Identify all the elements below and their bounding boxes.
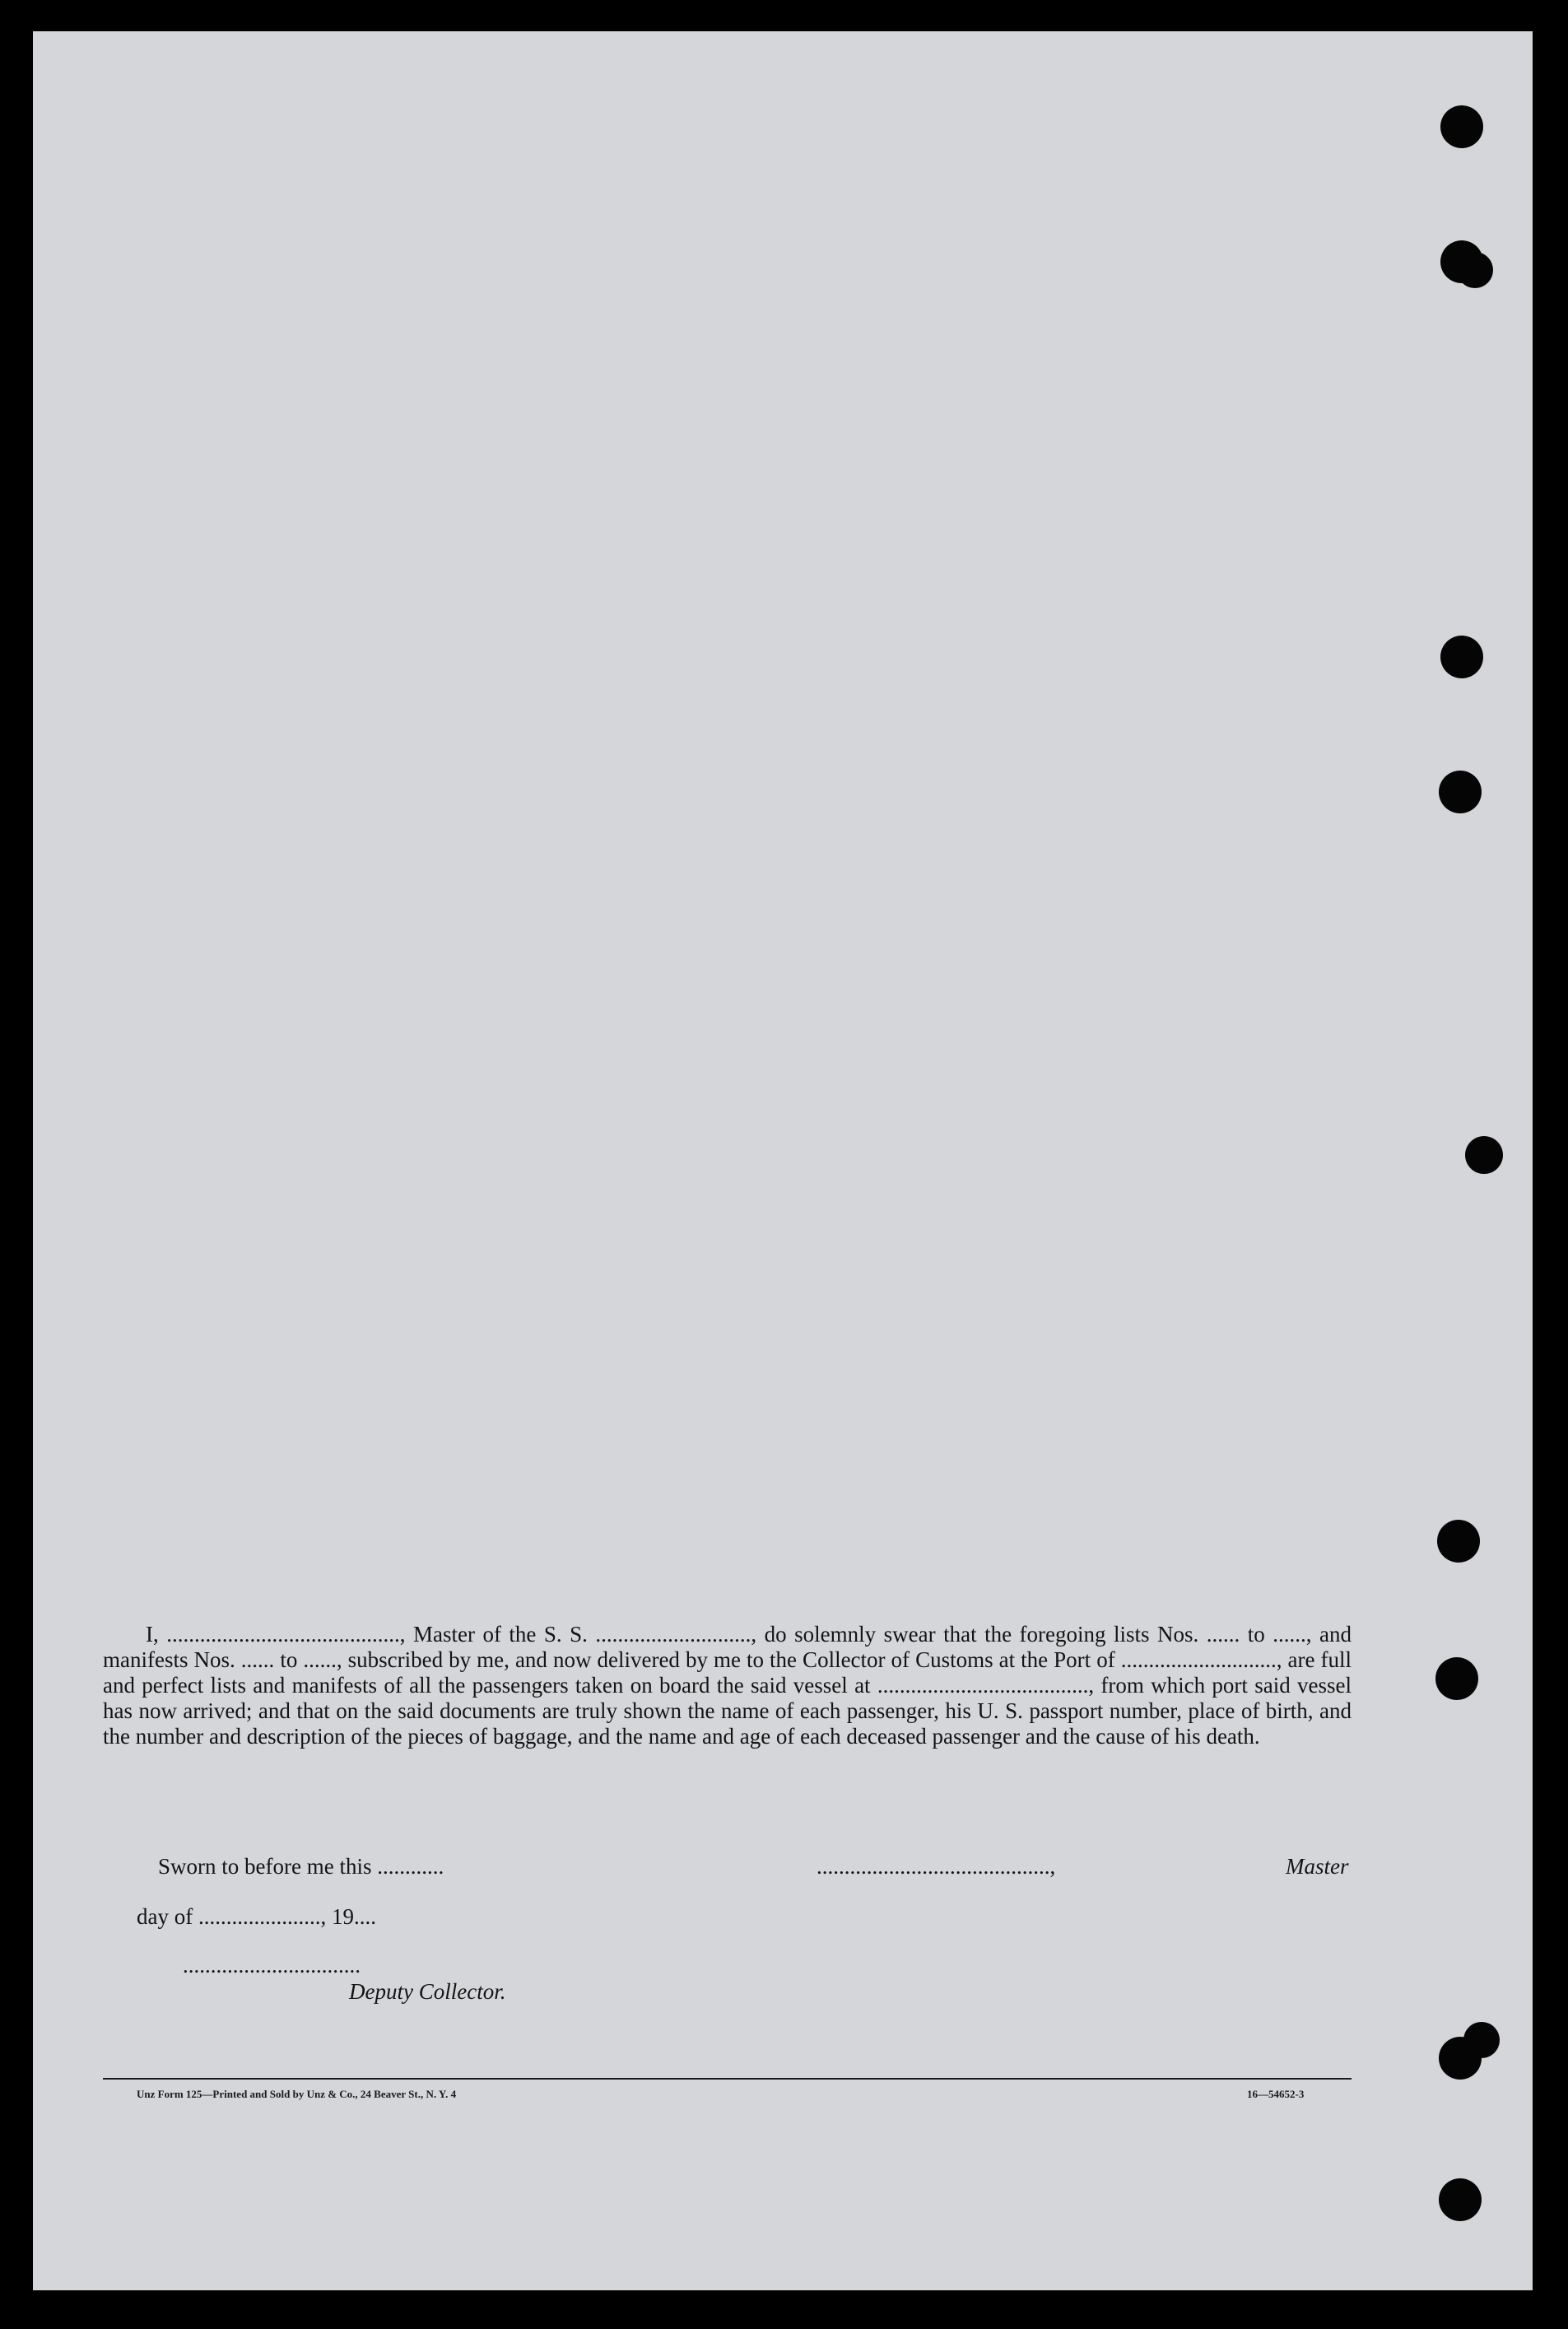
- paper-sheet: [33, 31, 1533, 2290]
- master-signature-line: ..........................................,: [817, 1854, 1056, 1879]
- footer-imprint: Unz Form 125—Printed and Sold by Unz & Co., 24 Beaver St., N. Y. 4: [137, 2088, 457, 2100]
- collector-signature-line: ................................: [183, 1953, 361, 1977]
- binder-hole: [1463, 2022, 1500, 2058]
- footer-form-number: 16—54652-3: [1247, 2088, 1305, 2100]
- oath-text: I, .........................................., Master of the S. S. ............................, do solemnly swear that the foregoing lists Nos. ...... to ......, and manifests Nos. ...... to ......, subscribed by me, and now delivered by me to the Collector of Customs at the Port of ............................, are full and perfect lists and manifests of all the passengers taken on board the said vessel at ......................................, from which port said vessel has now arrived; and that on the said documents are truly shown the name of each passenger, his U. S. passport number, place of birth, and the number and description of the pieces of baggage, and the name and age of each deceased passenger and the cause of his death.: [103, 1622, 1352, 1749]
- binder-hole: [1457, 252, 1493, 288]
- binder-hole: [1439, 771, 1482, 813]
- binder-hole: [1440, 636, 1483, 678]
- binder-hole: [1440, 105, 1483, 148]
- oath-paragraph: [103, 1622, 1352, 1749]
- footer-rule: [103, 2078, 1352, 2080]
- collector-title: Deputy Collector.: [349, 1979, 506, 2004]
- binder-hole: [1435, 1657, 1478, 1700]
- binder-hole: [1437, 1520, 1480, 1563]
- binder-hole: [1465, 1136, 1503, 1174]
- day-line: day of ......................, 19....: [137, 1904, 376, 1929]
- sworn-line: Sworn to before me this ............: [158, 1854, 444, 1879]
- master-title: Master: [1286, 1854, 1349, 1879]
- binder-hole: [1439, 2178, 1482, 2221]
